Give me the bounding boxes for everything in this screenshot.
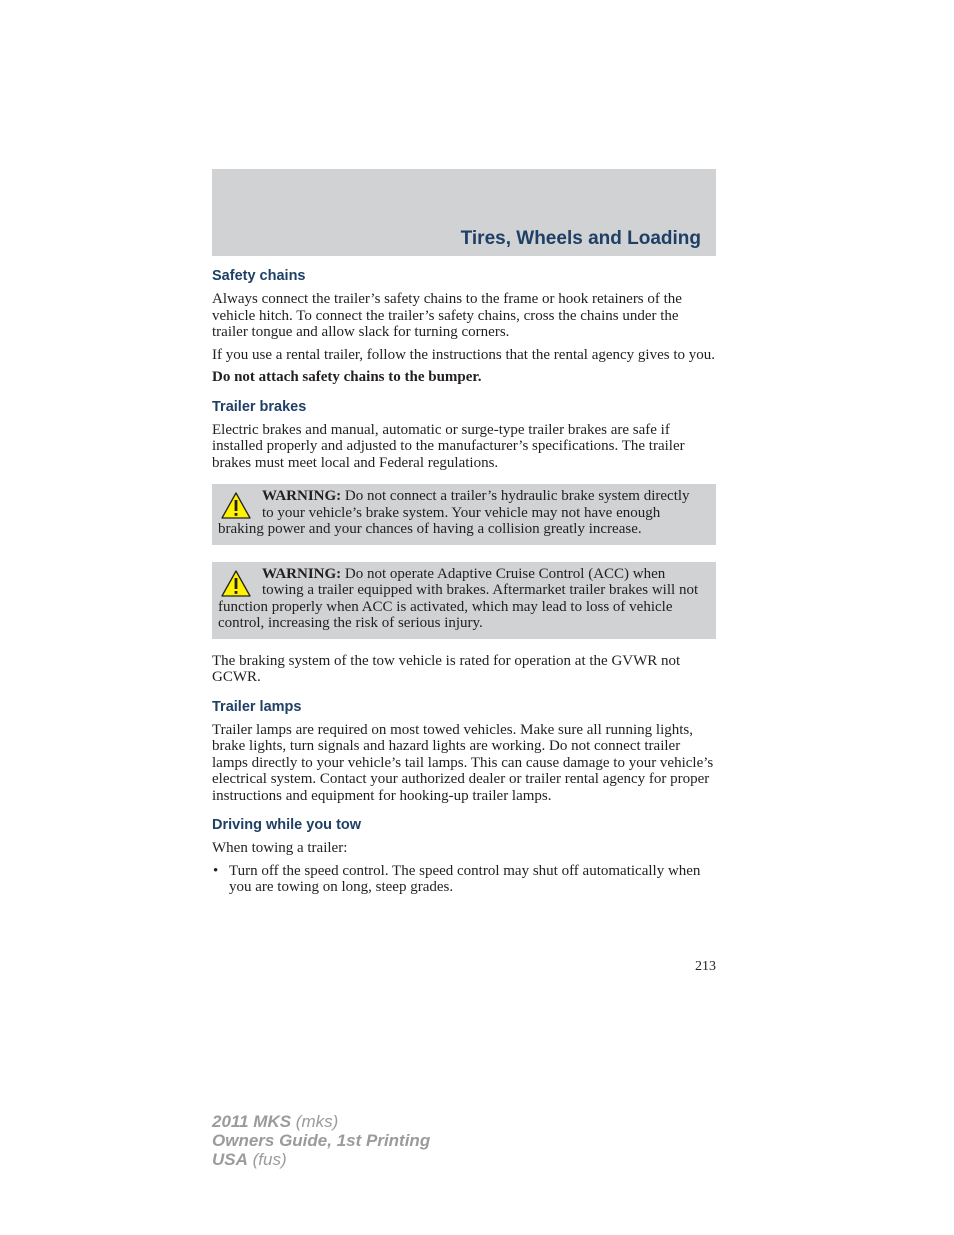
heading-trailer-brakes: Trailer brakes [212,398,307,415]
section-trailer-brakes [212,398,716,686]
footer-line-guide: Owners Guide, 1st Printing [212,1131,431,1150]
chapter-header-band [212,169,716,256]
paragraph: When towing a trailer: [212,840,348,856]
heading-trailer-lamps: Trailer lamps [212,698,302,715]
paragraph: Electric brakes and manual, automatic or surge-type trailer brakes are safe if installed properly and adjusted to the manufacturer’s specifications. The trailer brakes must meet local and Federal regulations. [212,421,685,471]
list-item-text: Turn off the speed control. The speed control may shut off automatically when you are towing on long, steep grades. [229,862,701,895]
footer-line-market: USA (fus) [212,1150,287,1169]
warning-text: Do not operate Adaptive Cruise Control (ACC) when towing a trailer equipped with brakes. Aftermarket trailer brakes will not function properly when ACC is activated, which may lead to loss of vehicle control, increasing the risk of serious injury. [218,565,699,631]
warning-box-acc [212,562,716,639]
paragraph: If you use a rental trailer, follow the instructions that the rental agency gives to you. [212,346,715,363]
paragraph: Always connect the trailer’s safety chains to the frame or hook retainers of the vehicle hitch. To connect the trailer’s safety chains, cross the chains under the trailer tongue and allow slack for turning corners. [212,291,682,340]
section-driving-while-you-tow [212,816,716,896]
footer-line-model: 2011 MKS (mks) [212,1112,339,1131]
heading-driving-while-you-tow: Driving while you tow [212,817,362,833]
paragraph: The braking system of the tow vehicle is rated for operation at the GVWR not GCWR. [212,652,681,685]
warning-triangle-icon [220,569,252,599]
bullet-list [212,863,716,896]
paragraph: Trailer lamps are required on most towed vehicles. Make sure all running lights, brake lights, turn signals and hazard lights are working. Do not connect trailer lamps directly to your vehicle’s tail lamps. This can cause damage to your vehicle’s electrical system. Contact your authorized dealer or trailer rental agency for proper instructions and equipment for hooking-up trailer lamps. [212,721,714,804]
list-item [212,863,716,896]
heading-safety-chains: Safety chains [212,268,306,284]
warning-label: WARNING: [262,488,342,504]
footer-print-info [212,1112,430,1169]
warning-label: WARNING: [262,565,342,582]
warning-text: Do not connect a trailer’s hydraulic brake system directly to your vehicle’s brake system. Your vehicle may not have enough braking power and your chances of having a collision greatly increase. [218,488,690,537]
chapter-title: Tires, Wheels and Loading [460,228,701,249]
page-number: 213 [695,959,716,974]
section-safety-chains [212,267,716,386]
section-trailer-lamps [212,698,716,805]
warning-triangle-icon [220,491,252,521]
page-content [212,267,716,896]
bold-notice: Do not attach safety chains to the bumper. [212,369,482,385]
bullet-dot: • [213,862,219,879]
warning-box-hydraulic-brake [212,484,716,545]
